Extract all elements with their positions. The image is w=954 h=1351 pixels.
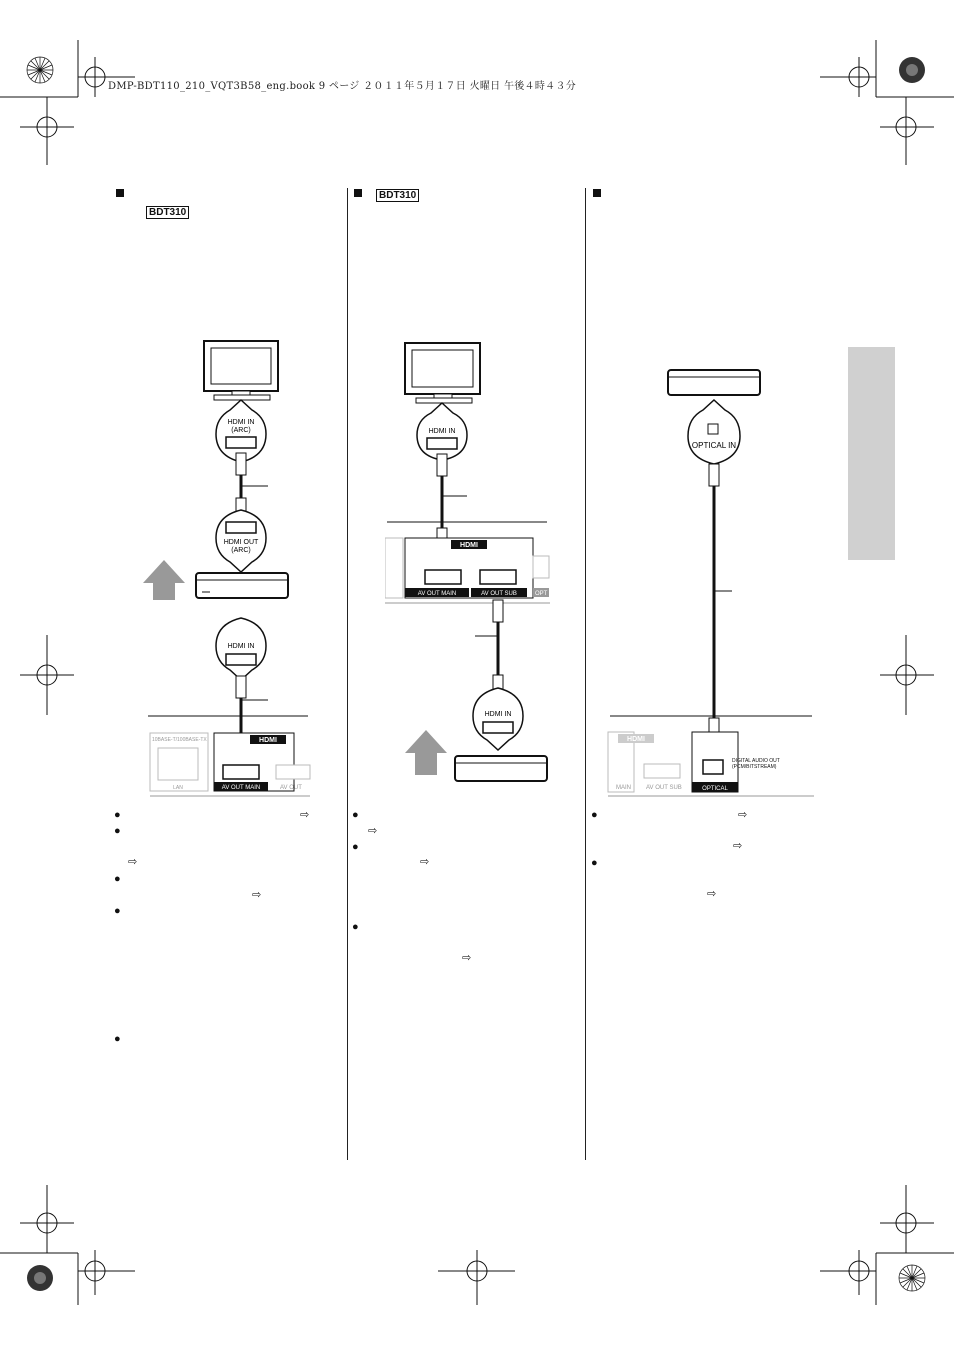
tv-hdmi-in-arc-label: HDMI IN <box>227 419 255 426</box>
svg-text:LAN: LAN <box>173 785 183 791</box>
reference-arrow-icon[interactable]: ⇨ <box>128 856 138 868</box>
hdmi-arc-connection-diagram <box>140 338 315 800</box>
section-marker-1 <box>116 189 124 197</box>
reference-arrow-icon[interactable]: ⇨ <box>368 825 378 837</box>
svg-text:OPTICAL: OPTICAL <box>702 786 728 792</box>
svg-text:HDMI: HDMI <box>460 542 478 549</box>
book-header: DMP-BDT110_210_VQT3B58_eng.book 9 ページ ２０１１年５月１７日 火曜日 午後４時４３分 <box>108 81 577 92</box>
hdmi-sub-connection-diagram <box>385 338 550 788</box>
side-tab <box>848 347 895 560</box>
model-tag-bdt310: BDT310 <box>146 206 189 219</box>
amp-optical-in-label: OPTICAL IN <box>691 441 737 450</box>
svg-text:AV OUT SUB: AV OUT SUB <box>646 785 682 791</box>
reference-arrow-icon[interactable]: ⇨ <box>707 888 717 900</box>
hdmi-cable-4 <box>475 600 503 697</box>
svg-text:MAIN: MAIN <box>616 785 631 791</box>
hdmi-cable-3 <box>437 454 467 550</box>
column-divider-2 <box>585 188 586 1160</box>
amp-hdmi-in-label: HDMI IN <box>227 643 255 650</box>
svg-text:AV OUT MAIN: AV OUT MAIN <box>417 591 457 597</box>
amplifier-icon <box>455 756 547 781</box>
svg-text:10BASE-T/100BASE-TX: 10BASE-T/100BASE-TX <box>152 737 207 743</box>
amp-hdmi-out-arc-label: HDMI OUT <box>223 539 259 546</box>
tv-icon <box>405 343 480 403</box>
bullet: ● <box>352 841 359 853</box>
optical-connection-diagram <box>606 360 816 800</box>
column-divider-1 <box>347 188 348 1160</box>
reference-arrow-icon[interactable]: ⇨ <box>420 856 430 868</box>
amp-hdmi-in-label: HDMI IN <box>484 711 512 718</box>
model-tag-bdt310: BDT310 <box>376 189 419 202</box>
bullet: ● <box>114 1033 121 1045</box>
svg-text:AV OUT: AV OUT <box>280 785 302 791</box>
bullet: ● <box>352 921 359 933</box>
svg-text:(PCM/BITSTREAM): (PCM/BITSTREAM) <box>732 764 777 770</box>
player-rear-panel-2 <box>385 538 550 603</box>
bullet: ● <box>591 857 598 869</box>
svg-text:DIGITAL AUDIO OUT: DIGITAL AUDIO OUT <box>732 758 780 764</box>
svg-text:AV OUT MAIN: AV OUT MAIN <box>221 785 261 791</box>
tv-hdmi-in-label: HDMI IN <box>428 428 456 435</box>
amplifier-icon <box>668 370 760 395</box>
player-rear-panel-1 <box>150 733 310 796</box>
bullet: ● <box>114 809 121 821</box>
reference-arrow-icon[interactable]: ⇨ <box>300 809 310 821</box>
amplifier-icon <box>196 573 288 598</box>
amp-hdmi-out-arc-sub: (ARC) <box>231 547 251 554</box>
section-marker-2 <box>354 189 362 197</box>
tv-hdmi-in-arc-sub: (ARC) <box>231 427 251 434</box>
bullet: ● <box>352 809 359 821</box>
svg-text:OPT: OPT <box>535 591 548 597</box>
bullet: ● <box>114 905 121 917</box>
reference-arrow-icon[interactable]: ⇨ <box>252 889 262 901</box>
bullet: ● <box>114 873 121 885</box>
tv-icon <box>204 341 278 400</box>
optical-cable <box>709 464 732 742</box>
svg-text:HDMI: HDMI <box>259 737 277 744</box>
player-rear-panel-3 <box>608 732 814 796</box>
svg-text:HDMI: HDMI <box>627 736 645 743</box>
reference-arrow-icon[interactable]: ⇨ <box>462 952 472 964</box>
bullet: ● <box>114 825 121 837</box>
section-marker-3 <box>593 189 601 197</box>
bullet: ● <box>591 809 598 821</box>
svg-text:AV OUT SUB: AV OUT SUB <box>481 591 517 597</box>
reference-arrow-icon[interactable]: ⇨ <box>738 809 748 821</box>
reference-arrow-icon[interactable]: ⇨ <box>733 840 743 852</box>
